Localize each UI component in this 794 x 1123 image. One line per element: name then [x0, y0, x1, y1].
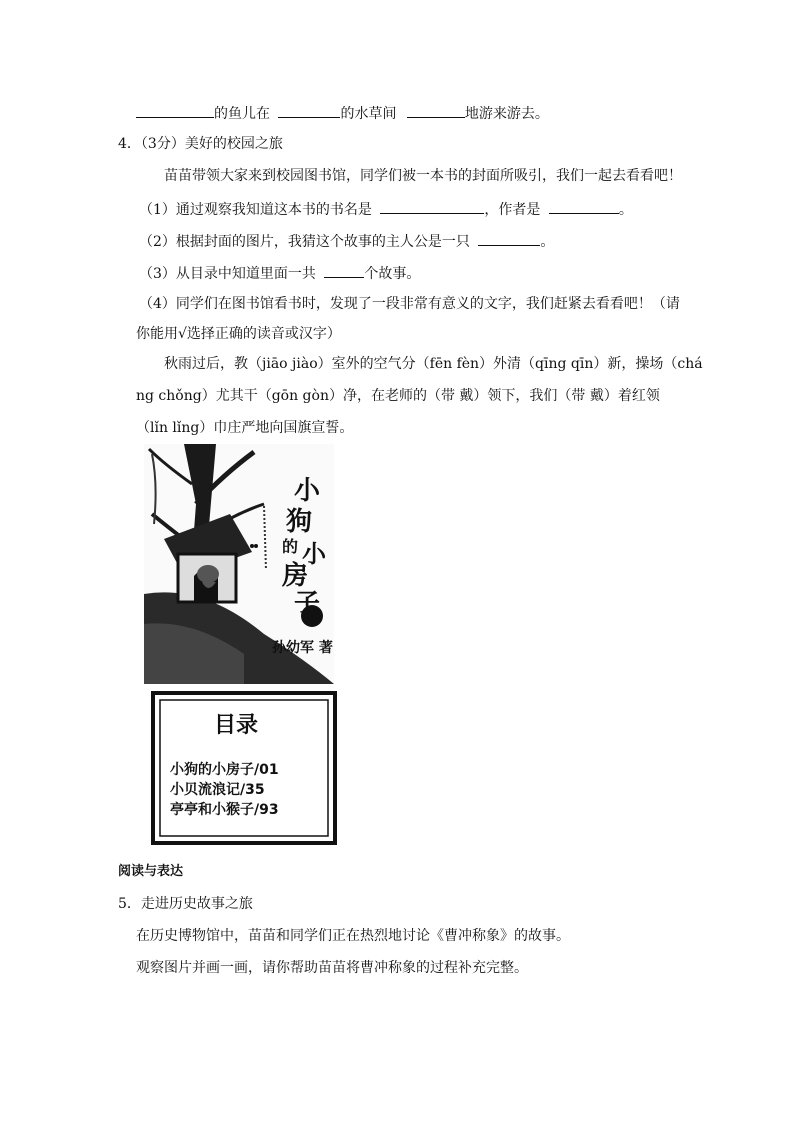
- book-cover-image: [144, 444, 334, 684]
- question-4-heading: 4．（3分）美好的校园之旅: [118, 136, 283, 152]
- passage-line-2: ng chǒng）尤其干（gōn gòn）净，在老师的（带 戴）领下，我们（带 戴）着红领: [136, 388, 660, 404]
- passage-line-1: 秋雨过后，教（jiāo jiào）室外的空气分（fēn fèn）外清（qīng qīn）新，操场（chá: [164, 356, 703, 372]
- question-4-part-1: [139, 198, 633, 220]
- answer-blank[interactable]: [407, 102, 465, 118]
- answer-blank[interactable]: [136, 102, 214, 118]
- cover-title-char: 的: [282, 537, 299, 556]
- question-5-line-2: 观察图片并画一画，请你帮助苗苗将曹冲称象的过程补充完整。: [136, 960, 528, 976]
- cover-title-char: 小: [294, 476, 321, 506]
- text-fragment: （1）通过观察我知道这本书的书名是: [139, 202, 372, 218]
- protagonist-blank[interactable]: [478, 230, 540, 246]
- text-fragment: 个故事。: [364, 266, 421, 282]
- cover-title-char: 房: [282, 561, 309, 591]
- book-title-blank[interactable]: [380, 198, 484, 214]
- text-fragment: （2）根据封面的图片，我猜这个故事的主人公是一只: [139, 234, 470, 250]
- text-fragment: 。: [540, 234, 555, 250]
- text-fragment: 。: [618, 202, 633, 218]
- text-fragment: （3）从目录中知道里面一共: [139, 266, 316, 282]
- question-4-part-3: [139, 262, 420, 284]
- toc-item: 亭亭和小猴子/93: [170, 802, 279, 818]
- author-blank[interactable]: [549, 198, 619, 214]
- question-4-intro: 苗苗带领大家来到校园图书馆，同学们被一本书的封面所吸引，我们一起去看看吧！: [164, 168, 682, 184]
- story-count-blank[interactable]: [324, 262, 364, 278]
- cover-title-char: 狗: [286, 507, 313, 537]
- question-4-part-4: （4）同学们在图书馆看书时，发现了一段非常有意义的文字，我们赶紧去看看吧！（请: [139, 296, 680, 312]
- question-5-heading: 5．走进历史故事之旅: [118, 896, 253, 912]
- text-fragment: 的水草间: [340, 106, 397, 122]
- question-4-part-4-cont: 你能用√选择正确的读音或汉字）: [136, 326, 341, 342]
- table-of-contents-card: [150, 690, 338, 846]
- toc-title: 目录: [214, 713, 259, 738]
- cover-title-char: 子: [294, 589, 321, 619]
- passage-line-3: （lǐn lǐng）巾庄严地向国旗宣誓。: [136, 420, 354, 436]
- cover-author: 孙幼军 著: [272, 640, 333, 656]
- question-5-line-1: 在历史博物馆中，苗苗和同学们正在热烈地讨论《曹冲称象》的故事。: [136, 928, 570, 944]
- question-4-part-2: [139, 230, 554, 252]
- toc-item: 小贝流浪记/35: [170, 782, 265, 798]
- text-fragment: 的鱼儿在: [214, 106, 270, 122]
- text-fragment: 地游来游去。: [464, 106, 549, 122]
- toc-item: 小狗的小房子/01: [170, 762, 279, 778]
- answer-blank[interactable]: [278, 102, 340, 118]
- cover-title-char: 小: [302, 540, 326, 568]
- text-fragment: ，作者是: [484, 202, 541, 218]
- fill-blank-line-fish: [136, 102, 549, 124]
- section-heading: 阅读与表达: [118, 864, 184, 879]
